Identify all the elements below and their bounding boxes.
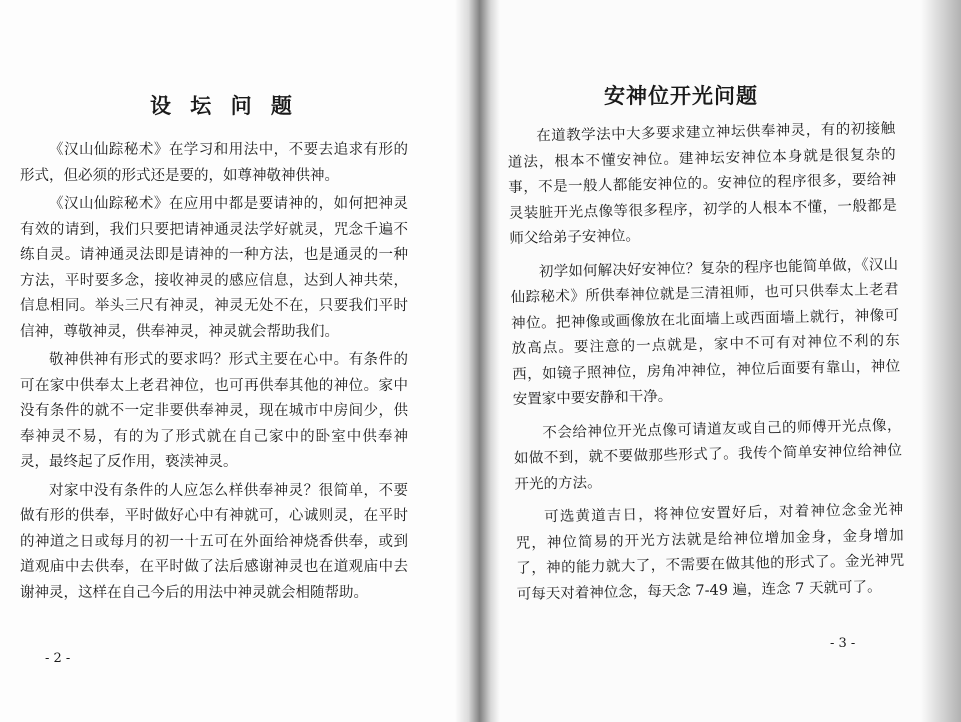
page-title: 设 坛 问 题: [150, 93, 298, 118]
paragraph: 初学如何解决好安神位？复杂的程序也能简单做，《汉山仙踪秘术》所供奉神位就是三清祖师，也可只供奉太上老君神位。把神像或画像放在北面墙上或西面墙上就行，神像可放高点。要注意的一点就是，家中不可有对神位不利的东西，如镜子照神位，房角冲神位，神位后面要有靠山，神位安置家中要安静和干净。: [510, 256, 901, 408]
page-title: 安神位开光问题: [604, 83, 758, 108]
page-body: [20, 138, 408, 609]
paragraph: 在道教学法中大多要求建立神坛供奉神灵，有的初接触道法，根本不懂安神位。建神坛安神位本身就是很复杂的事，不是一般人都能安神位的。安神位的程序很多，要给神灵装脏开光点像等很多程序，初学的人根本不懂，一般都是师父给弟子安神位。: [507, 120, 897, 247]
paragraph: 不会给神位开光点像可请道友或自己的师傅开光点像，如做不到，就不要做那些形式了。我传个简单安神位给神位开光的方法。: [513, 417, 903, 493]
left-page: [0, 0, 470, 722]
page-body: [507, 117, 905, 616]
paragraph: 敬神供神有形式的要求吗？形式主要在心中。有条件的可在家中供奉太上老君神位，也可再供奉其他的神位。家中没有条件的就不一定非要供奉神灵，现在城市中房间少，供奉神灵不易，有的为了形式就在自己家中的卧室中供奉神灵，最终起了反作用，亵渎神灵。: [20, 352, 408, 470]
page-number: - 3 -: [830, 636, 856, 651]
paragraph: 对家中没有条件的人应怎么样供奉神灵？很简单，不要做有形的供奉，平时做好心中有神就可，心诚则灵，在平时的神道之日或每月的初一十五可在外面给神烧香供奉，或到道观庙中去供奉，在平时做了法后感谢神灵也在道观庙中去谢神灵，这样在自己今后的用法中神灵就会相随帮助。: [20, 482, 408, 601]
right-page: [470, 0, 961, 722]
paragraph: 《汉山仙踪秘术》在应用中都是要请神的，如何把神灵有效的请到，我们只要把请神通灵法学好就灵，咒念千遍不练自灵。请神通灵法即是请神的一种方法，也是通灵的一种方法，平时要多念，接收神灵的感应信息，达到人神共荣，信息相同。举头三尺有神灵，神灵无处不在，只要我们平时信神，尊敬神灵，供奉神灵，神灵就会帮助我们。: [20, 196, 408, 340]
page-number: - 2 -: [45, 651, 71, 666]
paragraph: 可选黄道吉日，将神位安置好后，对着神位念金光神咒，神位简易的开光方法就是给神位增加金身，金身增加了，神的能力就大了，不需要在做其他的形式了。金光神咒可每天对着神位念，每天念 7-49 遍，连念 7 天就可了。: [515, 501, 905, 603]
paragraph: 《汉山仙踪秘术》在学习和用法中，不要去追求有形的形式，但必须的形式还是要的，如尊神敬神供神。: [20, 142, 408, 184]
scan-edge-shadow: [921, 0, 961, 722]
book-gutter-shadow: [455, 0, 500, 722]
